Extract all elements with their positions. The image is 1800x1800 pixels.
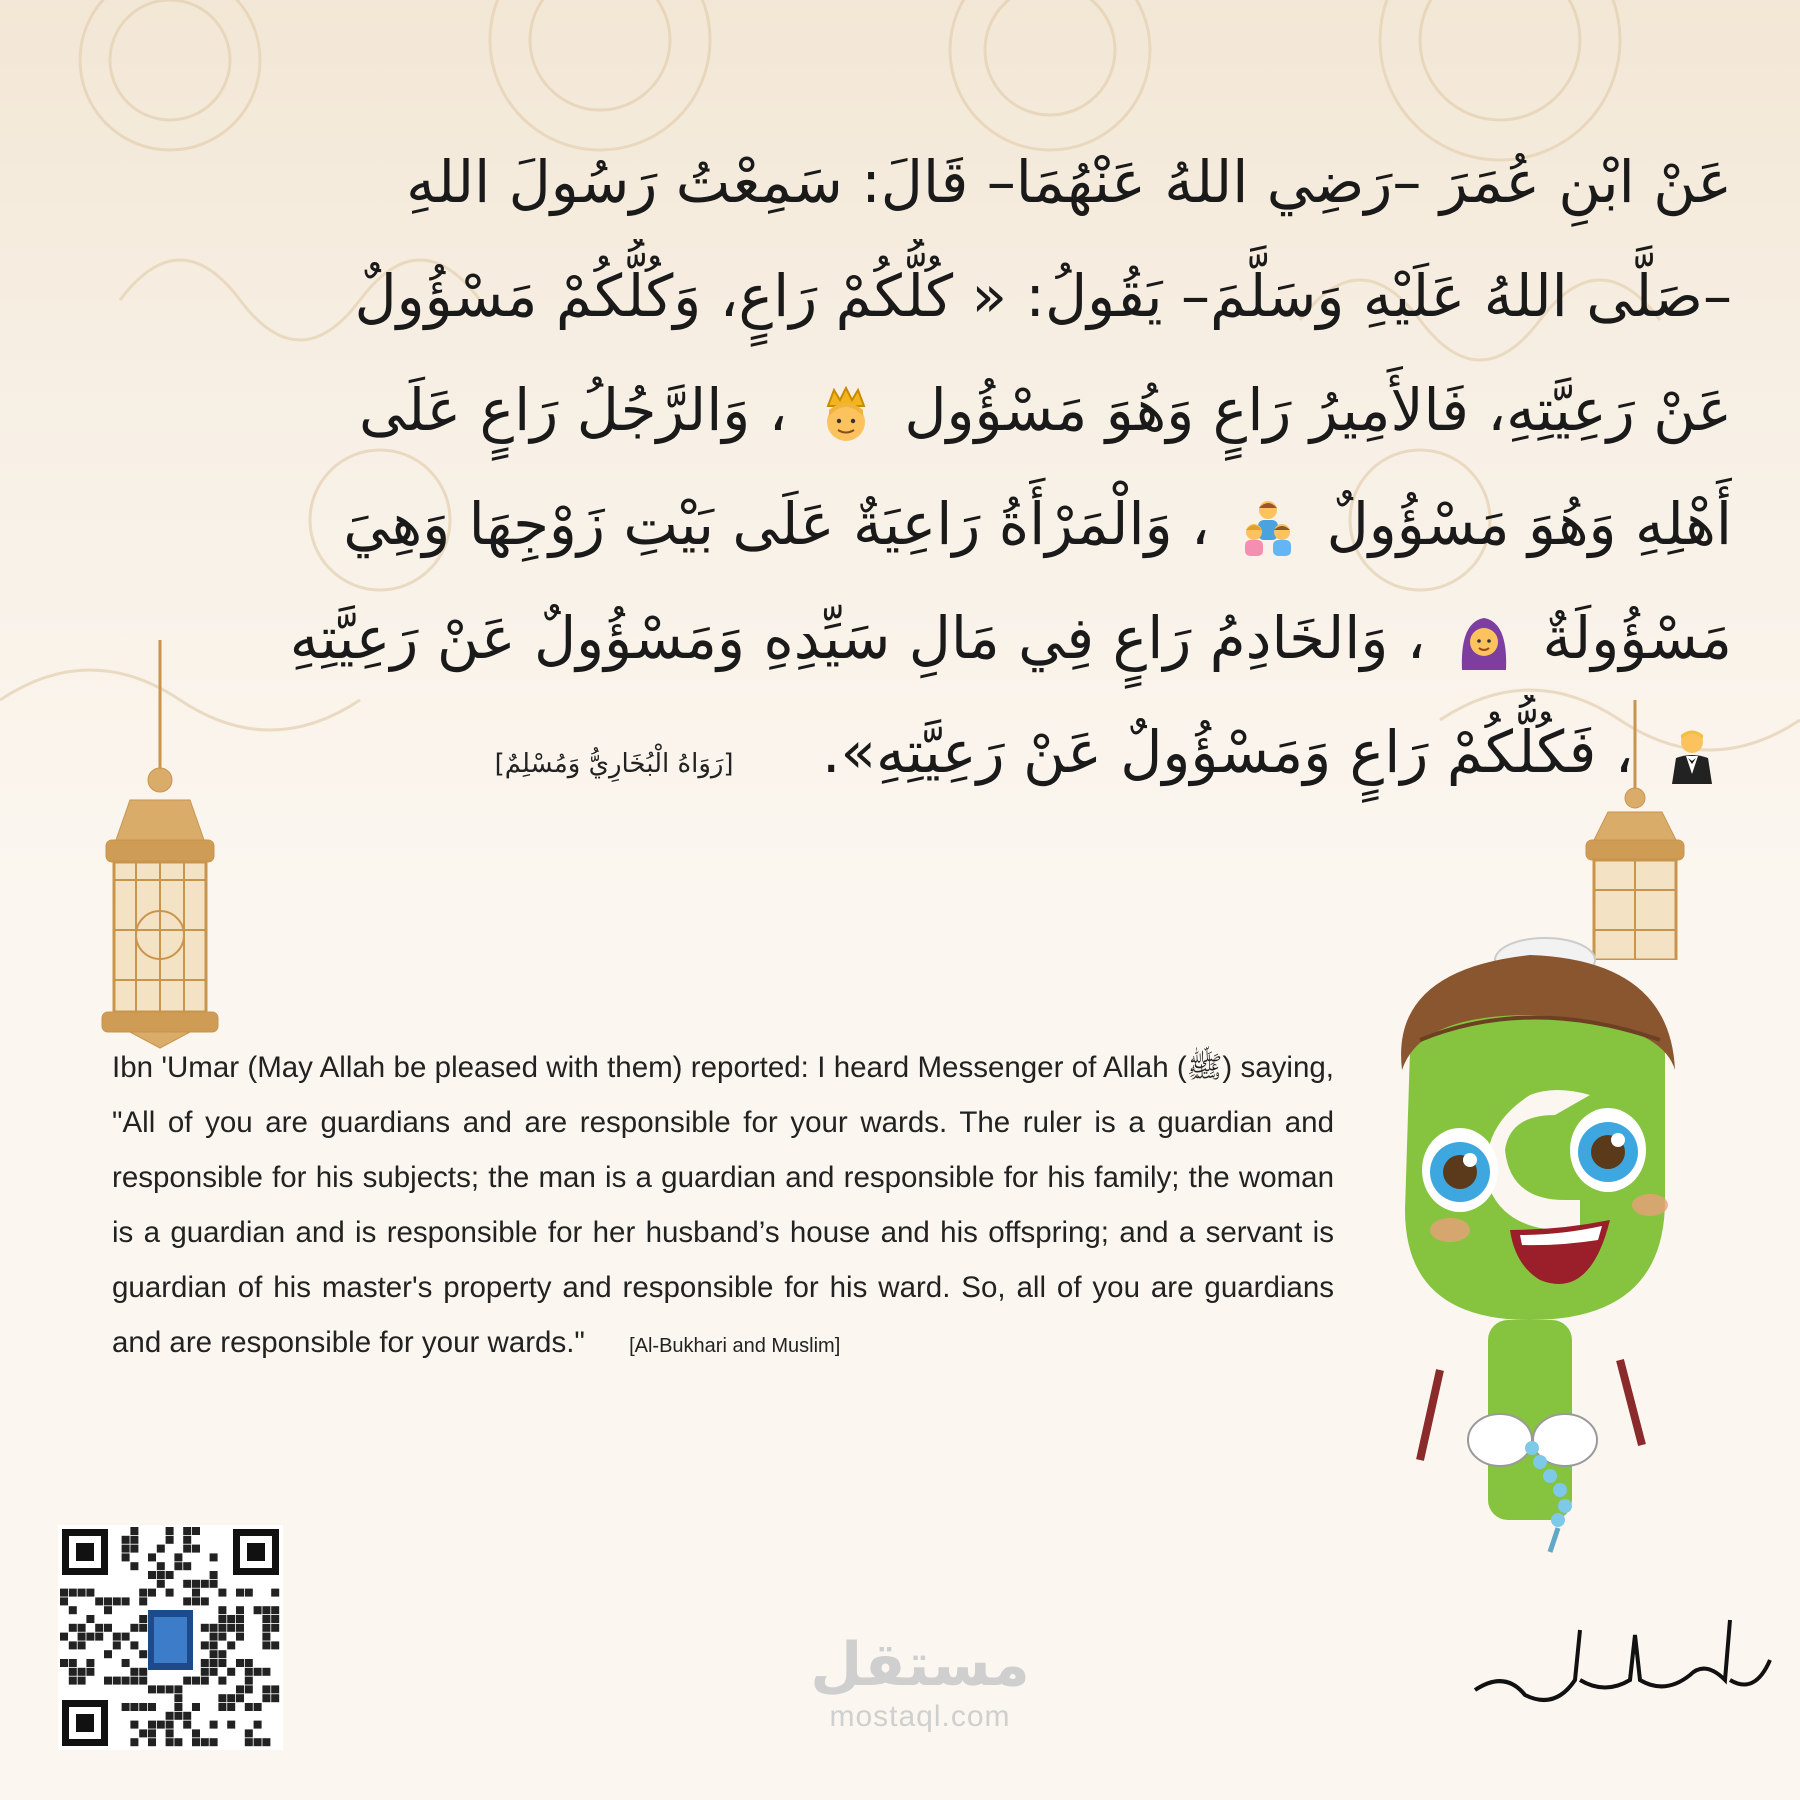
qr-code-icon — [58, 1525, 283, 1750]
arabic-line-1: عَنْ ابْنِ عُمَرَ –رَضِي اللهُ عَنْهُمَا– قَالَ: سَمِعْتُ رَسُولَ اللهِ — [406, 148, 1732, 216]
english-translation — [112, 1040, 1334, 1374]
man-in-tuxedo-emoji-icon — [1662, 726, 1722, 786]
arabic-source: [رَوَاهُ الْبُخَارِيُّ وَمُسْلِمٌ] — [494, 749, 734, 779]
arabic-line-3 — [100, 353, 1732, 467]
arabic-line-6 — [100, 695, 1732, 821]
arabic-line-5 — [100, 581, 1732, 695]
prince-emoji-icon — [816, 384, 876, 444]
english-text: Ibn 'Umar (May Allah be pleased with them) reported: I heard Messenger of Allah (ﷺ) saying, "All of you are guardians and are responsible for your wards. The ruler is a guardian and responsible for his subjects; the man is a guardian and responsible for his family; the woman is a guardian and is responsible for her husband’s house and his offspring; and a servant is guardian of his master's property and responsible for his ward. So, all of you are guardians and are responsible for your wards." — [112, 1051, 1334, 1359]
arabic-line-2: –صَلَّى اللهُ عَلَيْهِ وَسَلَّمَ– يَقُولُ: « كُلُّكُمْ رَاعٍ، وَكُلُّكُمْ مَسْؤُولٌ — [354, 262, 1732, 330]
watermark-arabic: مستقل — [810, 1630, 1030, 1700]
woman-hijab-emoji-icon — [1454, 612, 1514, 672]
watermark-latin: mostaql.com — [829, 1700, 1011, 1733]
mascot-character — [1380, 900, 1680, 1560]
arabic-line-4b: ، وَالْمَرْأَةُ رَاعِيَةٌ عَلَى بَيْتِ زَوْجِهَا وَهِيَ — [343, 490, 1210, 558]
arabic-line-3a: عَنْ رَعِيَّتِهِ، فَالأَمِيرُ رَاعٍ وَهُوَ مَسْؤُول — [904, 376, 1732, 444]
signature — [1465, 1600, 1785, 1720]
arabic-line-5a: مَسْؤُولَةٌ — [1542, 604, 1732, 672]
arabic-line-3b: ، وَالرَّجُلُ رَاعٍ عَلَى — [358, 376, 788, 444]
arabic-line-5b: ، وَالخَادِمُ رَاعٍ فِي مَالِ سَيِّدِهِ وَمَسْؤُولٌ عَنْ رَعِيَّتِهِ — [289, 604, 1426, 672]
arabic-line-4 — [100, 467, 1732, 581]
signature-icon — [1465, 1600, 1785, 1720]
arabic-line-4a: أَهْلِهِ وَهُوَ مَسْؤُولٌ — [1326, 490, 1732, 558]
arabic-line-6a: ، فَكُلُّكُمْ رَاعٍ وَمَسْؤُولٌ عَنْ رَعِيَّتِهِ». — [822, 718, 1634, 786]
english-source: [Al-Bukhari and Muslim] — [629, 1335, 841, 1357]
arabic-hadith — [100, 125, 1732, 821]
mostaql-watermark — [700, 1630, 1140, 1734]
family-emoji-icon — [1238, 498, 1298, 558]
